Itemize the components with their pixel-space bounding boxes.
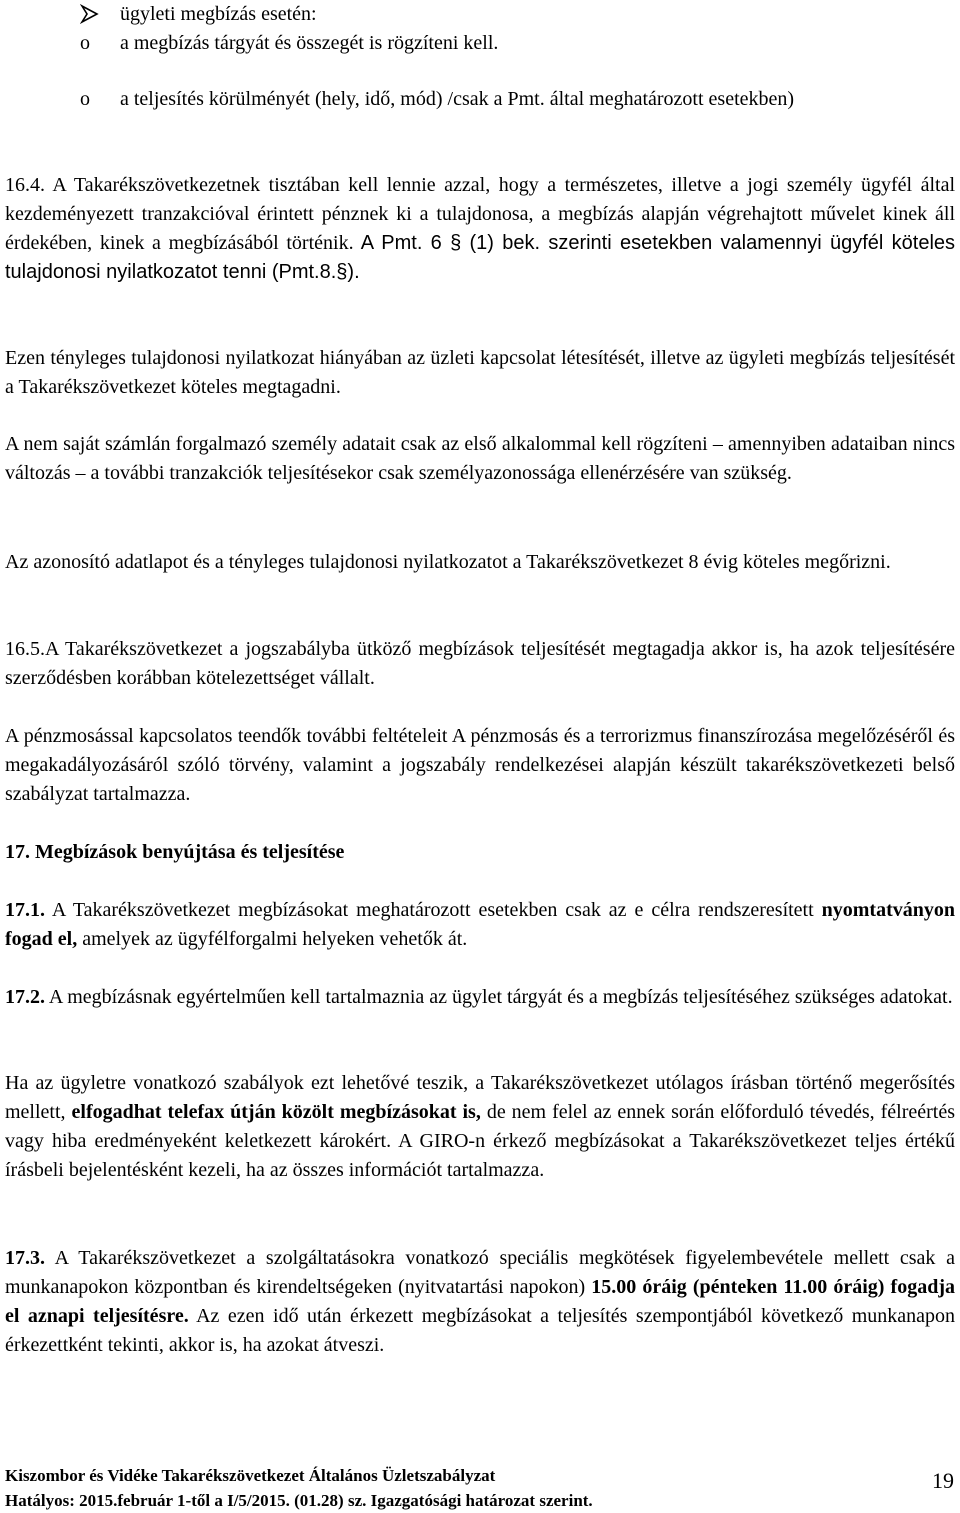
footer-title: Kiszombor és Vidéke Takarékszövetkezet Általános Üzletszabályzat [5,1466,496,1485]
section-16-4: 16.4. A Takarékszövetkezetnek tisztában kell lennie azzal, hogy a természetes, illetve a jogi személy ügyfél által kezdeményezett tranzakcióval érintett pénznek ki a tulajdonosa, a megbízás alapján végrehajtott művelet kinek áll érdekében, kinek a megbízásából történik. A Pmt. 6 § (1) bek. szerinti esetekben valamennyi ügyfél köteles tulajdonosi nyilatkozatot tenni (Pmt.8.§). [5,174,956,283]
section-16-5: 16.5.A Takarékszövetkezet a jogszabályba ütköző megbízások teljesítését megtagadja akkor is, ha azok teljesítésére szerződésben korábban kötelezettséget vállalt. [5,638,955,689]
section-17-1: 17.1. A Takarékszövetkezet megbízásokat meghatározott esetekben csak az e célra rendszeresített nyomtatványon fogad el, amelyek az ügyfélforgalmi helyeken vehetők át. [5,899,955,950]
paragraph: A nem saját számlán forgalmazó személy adatait csak az első alkalommal kell rögzíteni – amennyiben adataiban nincs változás – a további tranzakciók teljesítésekor csak személyazonossága ellenérzésére van szükség. [5,433,955,484]
section-number: 17.3. [5,1247,45,1269]
footer-validity: Hatályos: 2015.február 1-től a I/5/2015. (01.28) sz. Igazgatósági határozat szerint. [5,1491,593,1510]
list-item: o a teljesítés körülményét (hely, idő, mód) /csak a Pmt. által meghatározott esetekben) [120,85,940,114]
page-number: 19 [932,1468,954,1493]
paragraph: A pénzmosással kapcsolatos teendők további feltételeit A pénzmosás és a terrorizmus finanszírozása megelőzéséről és megakadályozásáról szóló törvény, valamint a jogszabály rendelkezései alapján készült takarékszövetkezeti belső szabályzat tartalmazza. [5,725,955,805]
paragraph: Az azonosító adatlapot és a tényleges tulajdonosi nyilatkozatot a Takarékszövetkezet 8 évig köteles megőrizni. [5,551,891,573]
section-number: 17.2. [5,986,45,1008]
list-item: o a megbízás tárgyát és összegét is rögzíteni kell. [120,29,940,58]
section-number: 17.1. [5,899,45,921]
list-marker: o [80,32,90,54]
section-17-2: 17.2. A megbízásnak egyértelműen kell tartalmaznia az ügylet tárgyát és a megbízás teljesítéséhez szükséges adatokat. [5,986,953,1008]
section-17-3: 17.3. A Takarékszövetkezet a szolgáltatásokra vonatkozó speciális megkötések figyelembevétele mellett csak a munkanapokon központban és kirendeltségeken (nyitvatartási napokon) 15.00 óráig (pénteken 11.00 óráig) fogadja el aznapi teljesítésre. Az ezen idő után érkezett megbízásokat a teljesítés szempontjából következő munkanapon érkezettként tekinti, akkor is, ha azokat átveszi. [5,1247,956,1356]
section-number: 16.4. [5,174,45,196]
bullet-text: ügyleti megbízás esetén: [120,3,317,25]
arrow-bullet-icon [80,4,100,24]
paragraph: Ha az ügyletre vonatkozó szabályok ezt lehetővé teszik, a Takarékszövetkezet utólagos írásban történő megerősítés mellett, elfogadhat telefax útján közölt megbízásokat is, de nem felel az ennek során előforduló tévedés, félreértés vagy hiba eredményeként keletkezett károkért. A GIRO-n érkező megbízásokat a Takarékszövetkezet teljes értékű írásbeli bejelentésként kezeli, ha az összes információt tartalmazza. [5,1072,955,1181]
list-marker: o [80,88,90,110]
paragraph: Ezen tényleges tulajdonosi nyilatkozat hiányában az üzleti kapcsolat létesítését, illetve az ügyleti megbízás teljesítését a Takarékszövetkezet köteles megtagadni. [5,347,955,398]
section-heading-17: 17. Megbízások benyújtása és teljesítése [5,841,345,863]
